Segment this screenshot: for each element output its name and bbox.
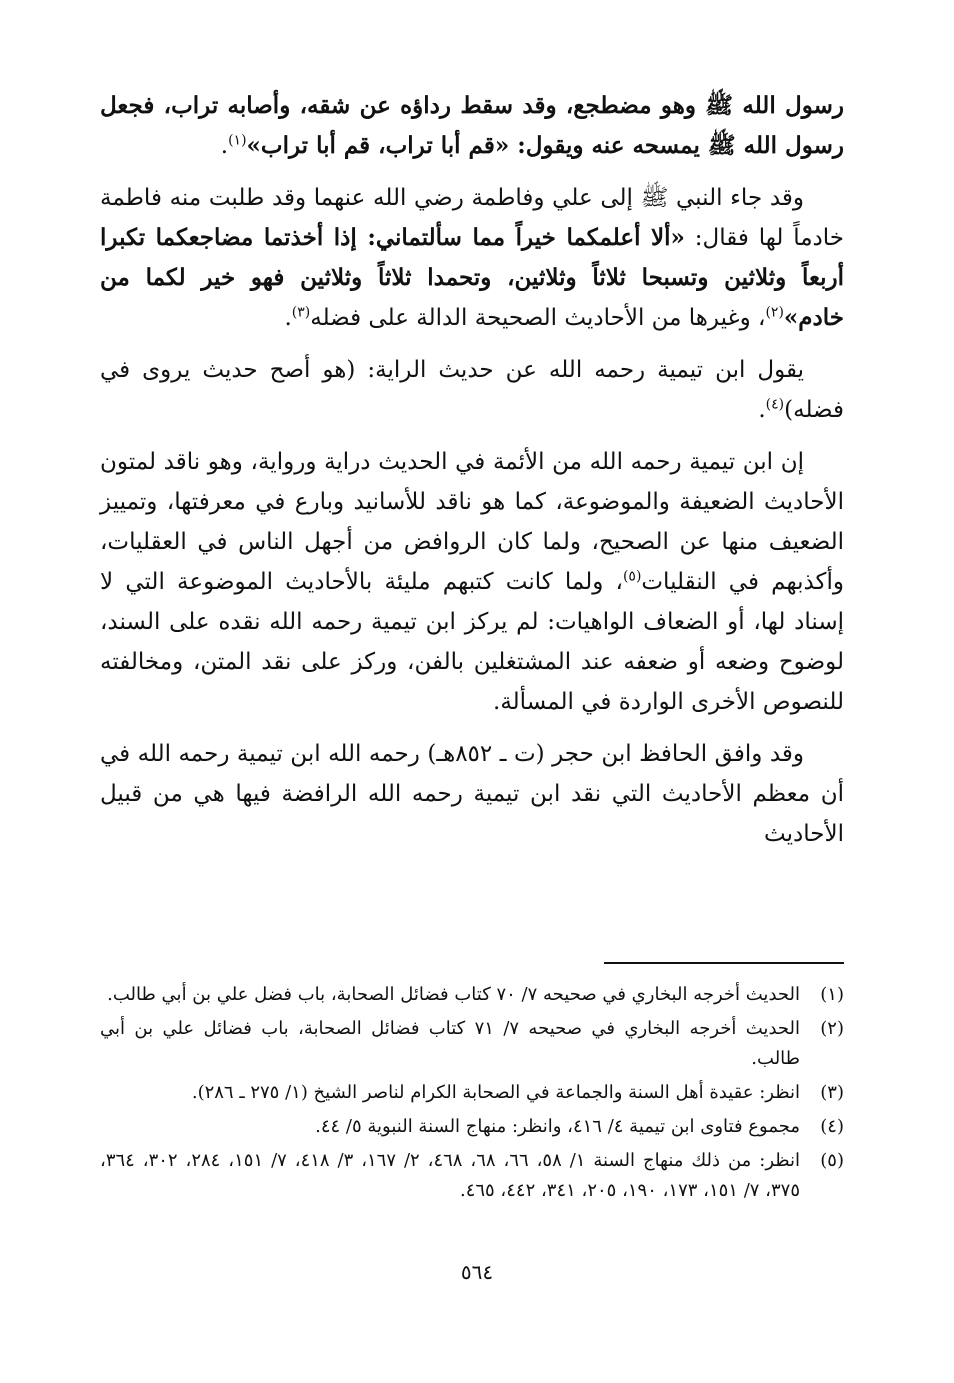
footnote-ref: (٣) [291, 304, 311, 321]
main-text [100, 86, 844, 866]
footnote-2 [100, 1014, 844, 1074]
footnote-5 [100, 1146, 844, 1206]
paragraph-4 [100, 442, 844, 722]
footnote-ref: (١) [228, 132, 247, 149]
footnote-ref: (٥) [622, 568, 642, 585]
footnote-text: الحديث أخرجه البخاري في صحيحه ٧/ ٧١ كتاب فضائل الصحابة، باب فضائل علي بن أبي طالب. [100, 1018, 800, 1069]
paragraph-5 [100, 734, 844, 854]
footnote-divider [604, 962, 844, 964]
text-run: وقد جاء النبي ﷺ إلى علي وفاطمة رضي الله عنهما وقد طلبت منه فاطمة خادماً لها فقال: [100, 185, 844, 251]
footnote-number: (٢) [820, 1018, 844, 1039]
page-number: ٥٦٤ [460, 1260, 494, 1284]
text-run: ، وغيرها من الأحاديث الصحيحة الدالة على فضله [310, 305, 766, 331]
paragraph-3 [100, 350, 844, 430]
text-run: وقد وافق الحافظ ابن حجر (ت ـ ٨٥٢هـ) رحمه الله ابن تيمية رحمه الله في أن معظم الأحاديث التي نقد ابن تيمية رحمه الله الرافضة فيها هي من قبيل الأحاديث [100, 741, 844, 847]
footnote-text: مجموع فتاوى ابن تيمية ٤/ ٤١٦، وانظر: منهاج السنة النبوية ٥/ ٤٤. [315, 1116, 800, 1137]
footnote-text: الحديث أخرجه البخاري في صحيحه ٧/ ٧٠ كتاب فضائل الصحابة، باب فضل علي بن أبي طالب. [107, 984, 800, 1005]
footnote-ref: (٤) [765, 396, 785, 413]
bold-text: رسول الله ﷺ وهو مضطجع، وقد سقط رداؤه عن شقه، وأصابه تراب، فجعل رسول الله ﷺ يمسحه عنه ويقول: «قم أبا تراب، قم أبا تراب» [100, 92, 844, 159]
text-run: إن ابن تيمية رحمه الله من الأئمة في الحديث دراية ورواية، وهو ناقد لمتون الأحاديث الضعيفة والموضوعة، كما هو ناقد للأسانيد وبارع في معرفتها، وتمييز الضعيف منها عن الصحيح، ولما كان الروافض من أجهل الناس في العقليات، وأكذبهم في النقليات [100, 449, 844, 595]
paragraph-1 [100, 86, 844, 166]
text-run: . [220, 133, 229, 159]
footnote-number: (٣) [820, 1082, 844, 1103]
footnote-4 [100, 1112, 844, 1142]
footnote-number: (١) [820, 984, 844, 1005]
text-run: . [758, 397, 766, 423]
footnotes [100, 980, 844, 1210]
bold-text: «ألا أعلمكما خيراً مما سألتماني: إذا أخذتما مضاجعكما تكبرا أربعاً وثلاثين وتسبحا ثلاثاً وثلاثين، وتحمدا ثلاثاً وثلاثين فهو خير لكما من خادم» [100, 224, 844, 331]
footnote-text: انظر: عقيدة أهل السنة والجماعة في الصحابة الكرام لناصر الشيخ (١/ ٢٧٥ ـ ٢٨٦). [191, 1082, 800, 1103]
text-run: يقول ابن تيمية رحمه الله عن حديث الراية: (هو أصح حديث يروى في فضله) [100, 357, 844, 423]
footnote-ref: (٢) [765, 304, 784, 321]
paragraph-2 [100, 178, 844, 338]
footnote-number: (٤) [820, 1116, 844, 1137]
text-run: . [284, 305, 292, 331]
text-run: ، ولما كانت كتبهم مليئة بالأحاديث الموضوعة التي لا إسناد لها، أو الضعاف الواهيات: لم يركز ابن تيمية رحمه الله نقده على السند، لوضوح وضعه أو ضعفه عند المشتغلين بالفن، وركز على نقد المتن، ومخالفته للنصوص الأخرى الواردة في المسألة. [100, 569, 844, 715]
footnote-text: انظر: من ذلك منهاج السنة ١/ ٥٨، ٦٦، ٦٨، ٤٦٨، ٢/ ١٦٧، ٣/ ٤١٨، ٧/ ١٥١، ٢٨٤، ٣٠٢، ٣٦٤، ٣٧٥، ٧/ ١٥١، ١٧٣، ١٩٠، ٢٠٥، ٣٤١، ٤٤٢، ٤٦٥. [100, 1150, 801, 1201]
footnote-3 [100, 1078, 844, 1108]
footnote-number: (٥) [820, 1150, 844, 1171]
footnote-1 [100, 980, 844, 1010]
